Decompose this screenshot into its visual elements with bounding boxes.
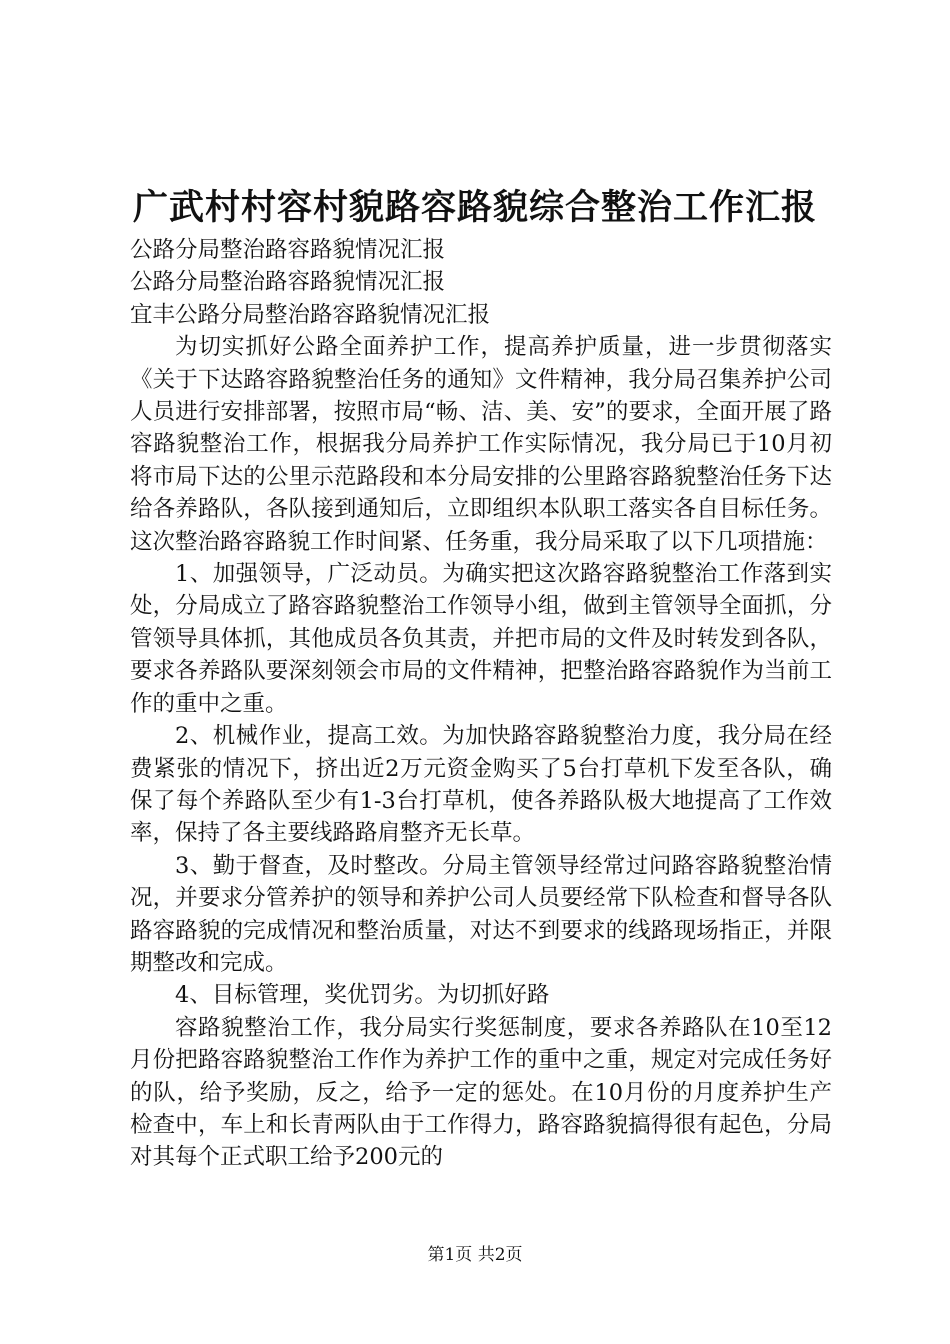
subtitle-line: 公路分局整治路容路貌情况汇报: [130, 237, 446, 263]
paragraph-measure-1: 1、加强领导，广泛动员。为确实把这次路容路貌整治工作落到实处，分局成立了路容路貌整治工作领导小组，做到主管领导全面抓，分管领导具体抓，其他成员各负其责，并把市局的文件及时转发到各队，要求各养路队要深刻领会市局的文件精神，把整治路容路貌作为当前工作的重中之重。: [130, 561, 832, 717]
paragraph-measure-2: 2、机械作业，提高工效。为加快路容路貌整治力度，我分局在经费紧张的情况下，挤出近2万元资金购买了5台打草机下发至各队，确保了每个养路队至少有1-3台打草机，使各养路队极大地提高了工作效率，保持了各主要线路路肩整齐无长草。: [130, 723, 832, 847]
subtitle-line: 宜丰公路分局整治路容路貌情况汇报: [130, 301, 491, 328]
page-footer: 第1页 共2页: [427, 1245, 523, 1265]
paragraph-intro: 为切实抓好公路全面养护工作，提高养护质量，进一步贯彻落实《关于下达路容路貌整治任务的通知》文件精神，我分局召集养护公司人员进行安排部署，按照市局“畅、洁、美、安”的要求，全面开展了路容路貌整治工作，根据我分局养护工作实际情况，我分局已于10月初将市局下达的公里示范路段和本分局安排的公里路容路貌整治任务下达给各养路队，各队接到通知后，立即组织本队职工落实各自目标任务。这次整治路容路貌工作时间紧、任务重，我分局采取了以下几项措施：: [130, 334, 832, 555]
subtitle-line: 公路分局整治路容路貌情况汇报: [130, 269, 446, 296]
document-title: 广武村村容村貌路容路貌综合整治工作汇报: [132, 187, 817, 228]
document-body: [130, 234, 832, 1174]
paragraph-measure-3: 3、勤于督查，及时整改。分局主管领导经常过问路容路貌整治情况，并要求分管养护的领导和养护公司人员要经常下队检查和督导各队路容路貌的完成情况和整治质量，对达不到要求的线路现场指正，并限期整改和完成。: [130, 852, 832, 976]
paragraph-measure-4-body: 容路貌整治工作，我分局实行奖惩制度，要求各养路队在10至12月份把路容路貌整治工作作为养护工作的重中之重，规定对完成任务好的队，给予奖励，反之，给予一定的惩处。在10月份的月度养护生产检查中，车上和长青两队由于工作得力，路容路貌搞得很有起色，分局对其每个正式职工给予200元的: [130, 1014, 832, 1171]
paragraph-measure-4-heading: 4、目标管理，奖优罚劣。为切抓好路: [175, 982, 550, 1009]
